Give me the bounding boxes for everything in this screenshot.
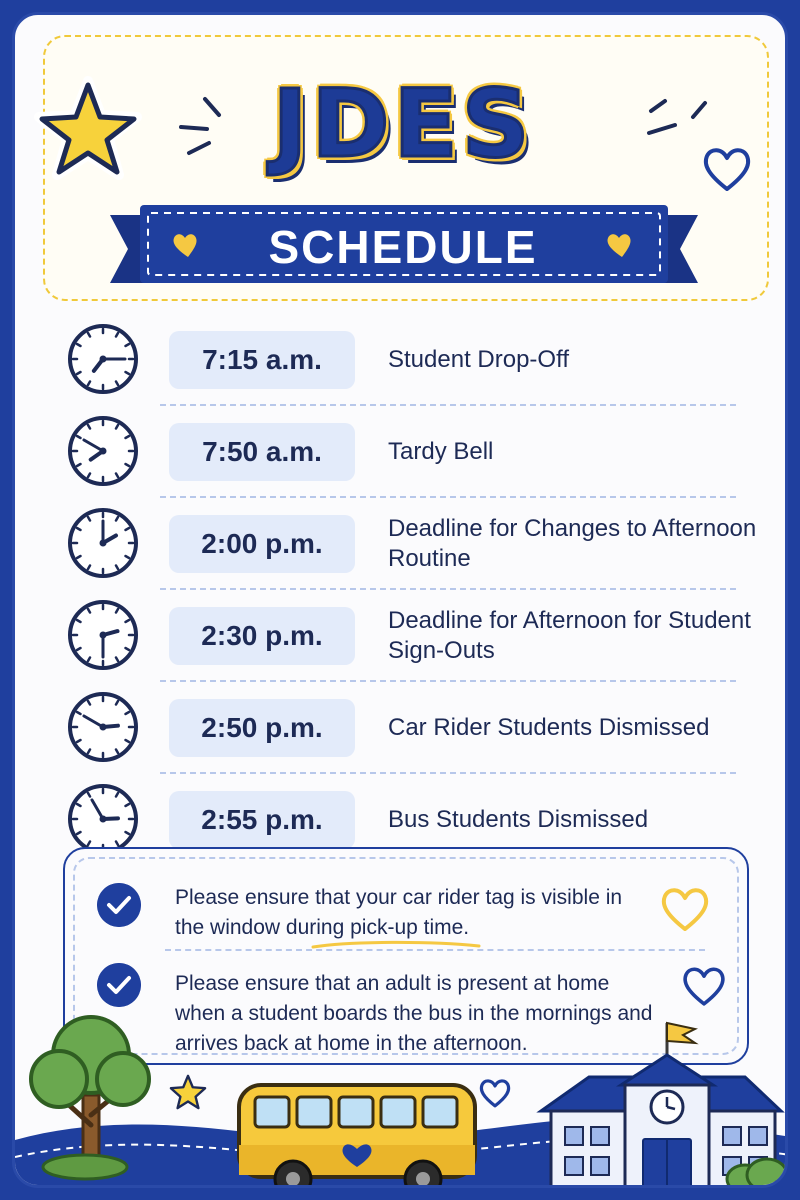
event-label: Student Drop-Off bbox=[388, 346, 569, 373]
bush-icon bbox=[725, 1155, 788, 1188]
time-label: 2:00 p.m. bbox=[169, 515, 355, 573]
note-text: Please ensure that your car rider tag is visible in the window during pick-up time. bbox=[175, 886, 623, 939]
heart-icon bbox=[657, 881, 713, 937]
heart-icon bbox=[679, 961, 729, 1011]
event-label: Bus Students Dismissed bbox=[388, 806, 649, 833]
note-text: Please ensure that an adult is present at home when a student boards the bus in the mornings and arrives back at home in the afternoon. bbox=[175, 972, 653, 1055]
event-label: Deadline for Afternoon for Student Sign-Outs bbox=[388, 607, 751, 664]
time-label: 2:50 p.m. bbox=[169, 699, 355, 757]
row-divider bbox=[160, 588, 736, 590]
schedule-row bbox=[15, 683, 788, 775]
tree-icon bbox=[25, 1005, 155, 1185]
star-icon bbox=[169, 1073, 207, 1111]
row-divider bbox=[160, 496, 736, 498]
banner-label: SCHEDULE bbox=[268, 221, 538, 273]
schedule-row bbox=[15, 591, 788, 683]
page-title: JDES bbox=[272, 70, 534, 179]
poster-card bbox=[12, 12, 788, 1188]
row-divider bbox=[160, 404, 736, 406]
check-icon bbox=[97, 883, 141, 927]
schedule-row bbox=[15, 407, 788, 499]
event-label: Car Rider Students Dismissed bbox=[388, 714, 710, 741]
clock-icon bbox=[67, 323, 139, 395]
clock-icon bbox=[67, 415, 139, 487]
notes-divider bbox=[165, 949, 705, 951]
clock-icon bbox=[67, 507, 139, 579]
event-label: Tardy Bell bbox=[388, 438, 494, 465]
schedule-row bbox=[15, 315, 788, 407]
time-label: 2:30 p.m. bbox=[169, 607, 355, 665]
schedule-row bbox=[15, 499, 788, 591]
clock-icon bbox=[67, 691, 139, 763]
row-divider bbox=[160, 680, 736, 682]
clock-icon bbox=[67, 783, 139, 855]
clock-icon bbox=[67, 599, 139, 671]
event-label: Deadline for Changes to Afternoon Routine bbox=[388, 515, 757, 572]
row-divider bbox=[160, 772, 736, 774]
time-label: 7:50 a.m. bbox=[169, 423, 355, 481]
time-label: 2:55 p.m. bbox=[169, 791, 355, 849]
check-icon bbox=[97, 963, 141, 1007]
school-bus-icon bbox=[233, 1075, 485, 1188]
time-label: 7:15 a.m. bbox=[169, 331, 355, 389]
